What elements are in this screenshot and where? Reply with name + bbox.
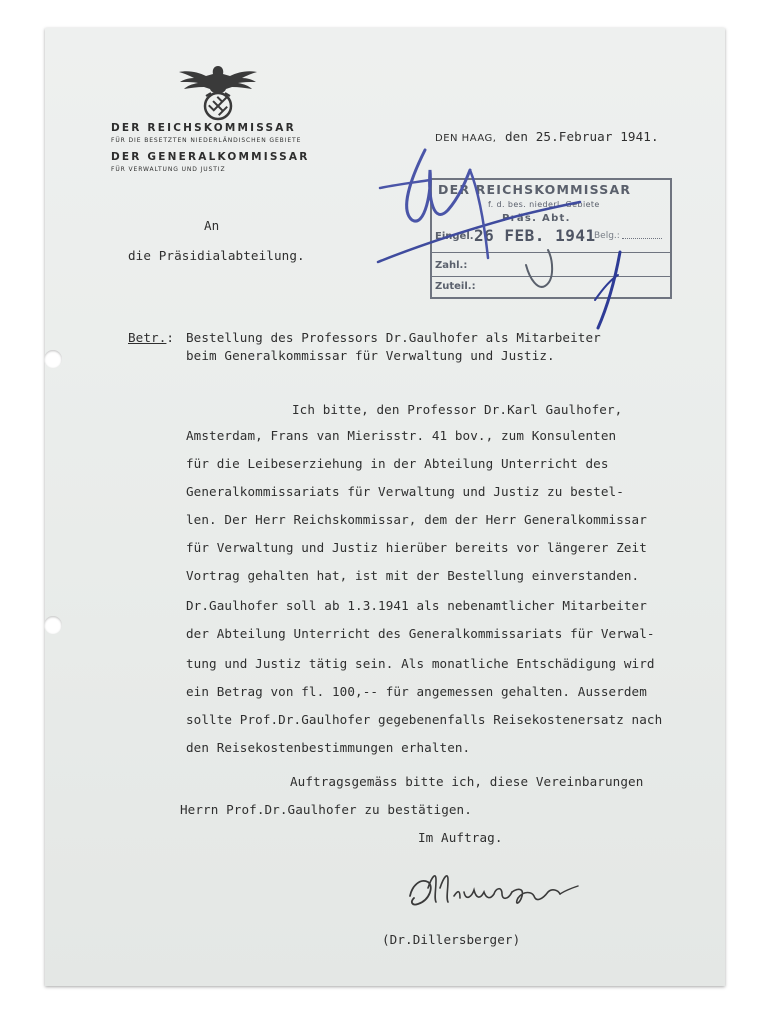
subject-line-2: beim Generalkommissar für Verwaltung und Justiz. — [186, 348, 555, 363]
punch-hole-top — [44, 350, 62, 368]
im-auftrag: Im Auftrag. — [418, 830, 503, 845]
body-line: Ich bitte, den Professor Dr.Karl Gaulhofer, — [292, 402, 623, 417]
body-line: der Abteilung Unterricht des Generalkommissariats für Verwal- — [186, 626, 655, 641]
eagle-emblem-icon — [178, 62, 258, 122]
letterhead-line-1: DER REICHSKOMMISSAR — [111, 122, 296, 134]
punch-hole-bottom — [44, 616, 62, 634]
dateline-place: DEN HAAG, — [435, 133, 497, 144]
stamp-received-date: 26 FEB. 1941 — [474, 226, 596, 245]
body-line: für die Leibeserziehung in der Abteilung Unterricht des — [186, 456, 609, 471]
closing-line: Herrn Prof.Dr.Gaulhofer zu bestätigen. — [180, 802, 472, 817]
body-line: Dr.Gaulhofer soll ab 1.3.1941 als nebenamtlicher Mitarbeiter — [186, 598, 647, 613]
stamp-belag-label: Belg.: — [594, 231, 620, 241]
recipient-an: An — [204, 218, 220, 233]
signer-name: (Dr.Dillersberger) — [382, 932, 521, 947]
body-line: ein Betrag von fl. 100,-- für angemessen gehalten. Ausserdem — [186, 684, 647, 699]
body-line: den Reisekostenbestimmungen erhalten. — [186, 740, 471, 755]
subject-label-colon: : — [166, 330, 175, 345]
recipient-department: die Präsidialabteilung. — [128, 248, 305, 263]
body-line: len. Der Herr Reichskommissar, dem der Herr Generalkommissar — [186, 512, 647, 527]
subject-line-1: Bestellung des Professors Dr.Gaulhofer als Mitarbeiter — [186, 330, 601, 345]
letterhead-line-2: FÜR DIE BESETZTEN NIEDERLÄNDISCHEN GEBIETE — [111, 137, 302, 144]
body-line: tung und Justiz tätig sein. Als monatliche Entschädigung wird — [186, 656, 655, 671]
body-line: für Verwaltung und Justiz hierüber bereits vor längerer Zeit — [186, 540, 647, 555]
stamp-subtitle: f. d. bes. niederl. Gebiete — [488, 200, 600, 209]
subject-label — [128, 330, 174, 345]
dateline-date: den 25.Februar 1941. — [505, 129, 659, 144]
letterhead-line-3: DER GENERALKOMMISSAR — [111, 151, 310, 163]
pen-initials-mark — [370, 140, 670, 330]
letterhead-line-4: FÜR VERWALTUNG UND JUSTIZ — [111, 166, 226, 173]
stamp-received-label: Eingel. — [435, 231, 474, 242]
handwritten-signature — [402, 862, 582, 922]
body-line: Generalkommissariats für Verwaltung und Justiz zu bestel- — [186, 484, 624, 499]
stamp-title: DER REICHSKOMMISSAR — [438, 182, 632, 197]
stamp-zahl-label: Zahl.: — [435, 260, 468, 271]
stamp-department: Präs. Abt. — [502, 213, 571, 224]
subject-label-text: Betr. — [128, 330, 167, 345]
closing-line: Auftragsgemäss bitte ich, diese Vereinbarungen — [290, 774, 644, 789]
body-line: sollte Prof.Dr.Gaulhofer gegebenenfalls Reisekostenersatz nach — [186, 712, 663, 727]
body-line: Amsterdam, Frans van Mierisstr. 41 bov., zum Konsulenten — [186, 428, 617, 443]
body-line: Vortrag gehalten hat, ist mit der Bestellung einverstanden. — [186, 568, 640, 583]
stamp-zuteil-label: Zuteil.: — [435, 281, 476, 292]
